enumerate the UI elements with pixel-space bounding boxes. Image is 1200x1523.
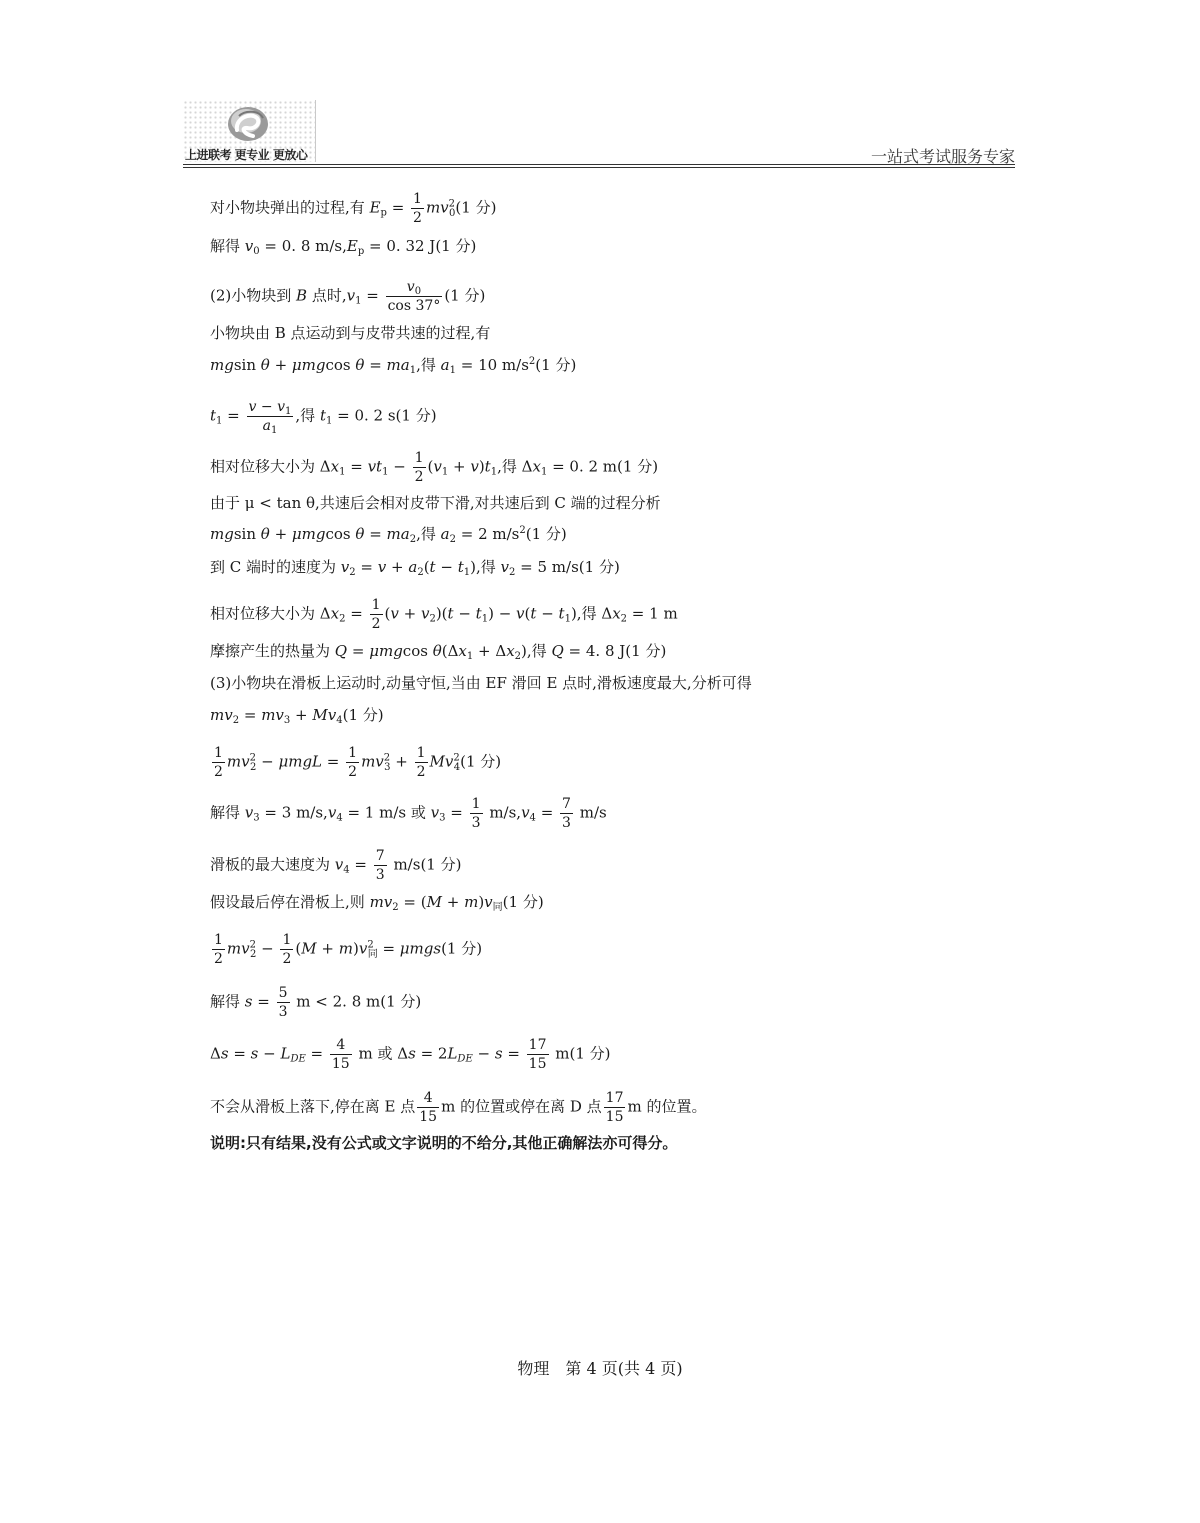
solution-line: $\frac{1}{2}$ $mv^2_2$ − $\frac{1}{2}$ $(M + m)v^2_同 = \mu mgs(1$ 分) — [214, 932, 483, 967]
solution-line: 相对位移大小为 $\Delta x_2$ = $\frac{1}{2}$ $(v + v_2)(t - t_1) - v(t - t_1)$,得 $\Delta x_2 = 1$ m — [210, 597, 678, 632]
solution-line: 小物块由 B 点运动到与皮带共速的过程,有 — [210, 324, 491, 342]
solution-line: 解得 $v_3 = 3$ $m/s,v_4 = 1$ m/s 或 $v_3$ = $\frac{1}{3}$ $m/s,v_4$ = $\frac{7}{3}$ m/s — [210, 796, 607, 831]
logo — [183, 100, 316, 162]
solution-line: 滑板的最大速度为 $v_4$ = $\frac{7}{3}$ m/s(1 分) — [210, 848, 462, 883]
solution-line: $mv_2 = mv_3 + Mv_4(1$ 分) — [210, 706, 384, 726]
solution-line: 不会从滑板上落下,停在离 E 点 $\frac{4}{15}$ m 的位置或停在离 D 点 $\frac{17}{15}$ m 的位置。 — [210, 1090, 707, 1125]
solution-line: 摩擦产生的热量为 Q = μmgcos $\theta(\Delta x_1 + \Delta x_2)$,得 Q = 4. 8 J(1 分) — [210, 642, 667, 662]
solution-line: $t_1$ = $\frac{v - v_1}{a_1}$ ,得 $t_1 = 0$. 2 s(1 分) — [210, 399, 437, 436]
header-tagline: 一站式考试服务专家 — [870, 147, 1015, 166]
solution-line: 到 C 端时的速度为 $v_2 = v + a_2(t - t_1)$,得 $v_2 = 5$ m/s(1 分) — [210, 558, 620, 578]
solution-line: (3)小物块在滑板上运动时,动量守恒,当由 EF 滑回 E 点时,滑板速度最大,分析可得 — [210, 674, 752, 692]
logo-slogan: 上进联考 更专业 更放心 — [185, 148, 308, 162]
solution-line: 假设最后停在滑板上,则 $mv_2 = (M + m)v_同(1$ 分) — [210, 893, 544, 913]
solution-line: 解得 s = $\frac{5}{3}$ m < 2. 8 m(1 分) — [210, 985, 422, 1020]
solution-line: 由于 μ < tan θ,共速后会相对皮带下滑,对共速后到 C 端的过程分析 — [210, 494, 661, 512]
header-rule — [183, 164, 1015, 165]
solution-line: mgsin θ + μmgcos $\theta = ma_2$,得 $a_2 = 2$ $m/s^2(1$ 分) — [210, 525, 567, 545]
solution-line: 对小物块弹出的过程,有 $E_p$ = $\frac{1}{2}$ $mv^2_0(1$ 分) — [210, 191, 497, 226]
solution-line: $\frac{1}{2}$ $mv^2_2 - \mu mgL$ = $\frac{1}{2}$ $mv^2_3$ + $\frac{1}{2}$ $Mv^2_4(1$ 分) — [214, 745, 502, 780]
page-header — [183, 100, 1015, 166]
solution-line: $\Delta s = s - L_{DE}$ = $\frac{4}{15}$ m 或 $\Delta s = 2L_{DE} - s$ = $\frac{17}{15}$ m(1 分) — [210, 1037, 611, 1072]
header-rule-double — [183, 167, 1015, 168]
logo-swirl-icon — [225, 104, 271, 144]
scoring-note: 说明:只有结果,没有公式或文字说明的不给分,其他正确解法亦可得分。 — [210, 1134, 678, 1152]
solution-line: 解得 $v_0 = 0$. 8 $m/s,E_p = 0$. 32 J(1 分) — [210, 237, 477, 257]
solution-line: 相对位移大小为 $\Delta x_1 = vt_1$ − $\frac{1}{2}$ $(v_1 + v)t_1$,得 $\Delta x_1 = 0$. 2 m(1 分) — [210, 450, 659, 485]
solution-line: (2)小物块到 B 点时$,v_1$ = $\frac{v_0}{\cos 37^\circ}$ (1 分) — [210, 279, 486, 314]
page-footer: 物理 第 4 页(共 4 页) — [517, 1359, 683, 1378]
solution-line: mgsin θ + μmgcos $\theta = ma_1$,得 $a_1 = 10$ $m/s^2(1$ 分) — [210, 356, 577, 376]
